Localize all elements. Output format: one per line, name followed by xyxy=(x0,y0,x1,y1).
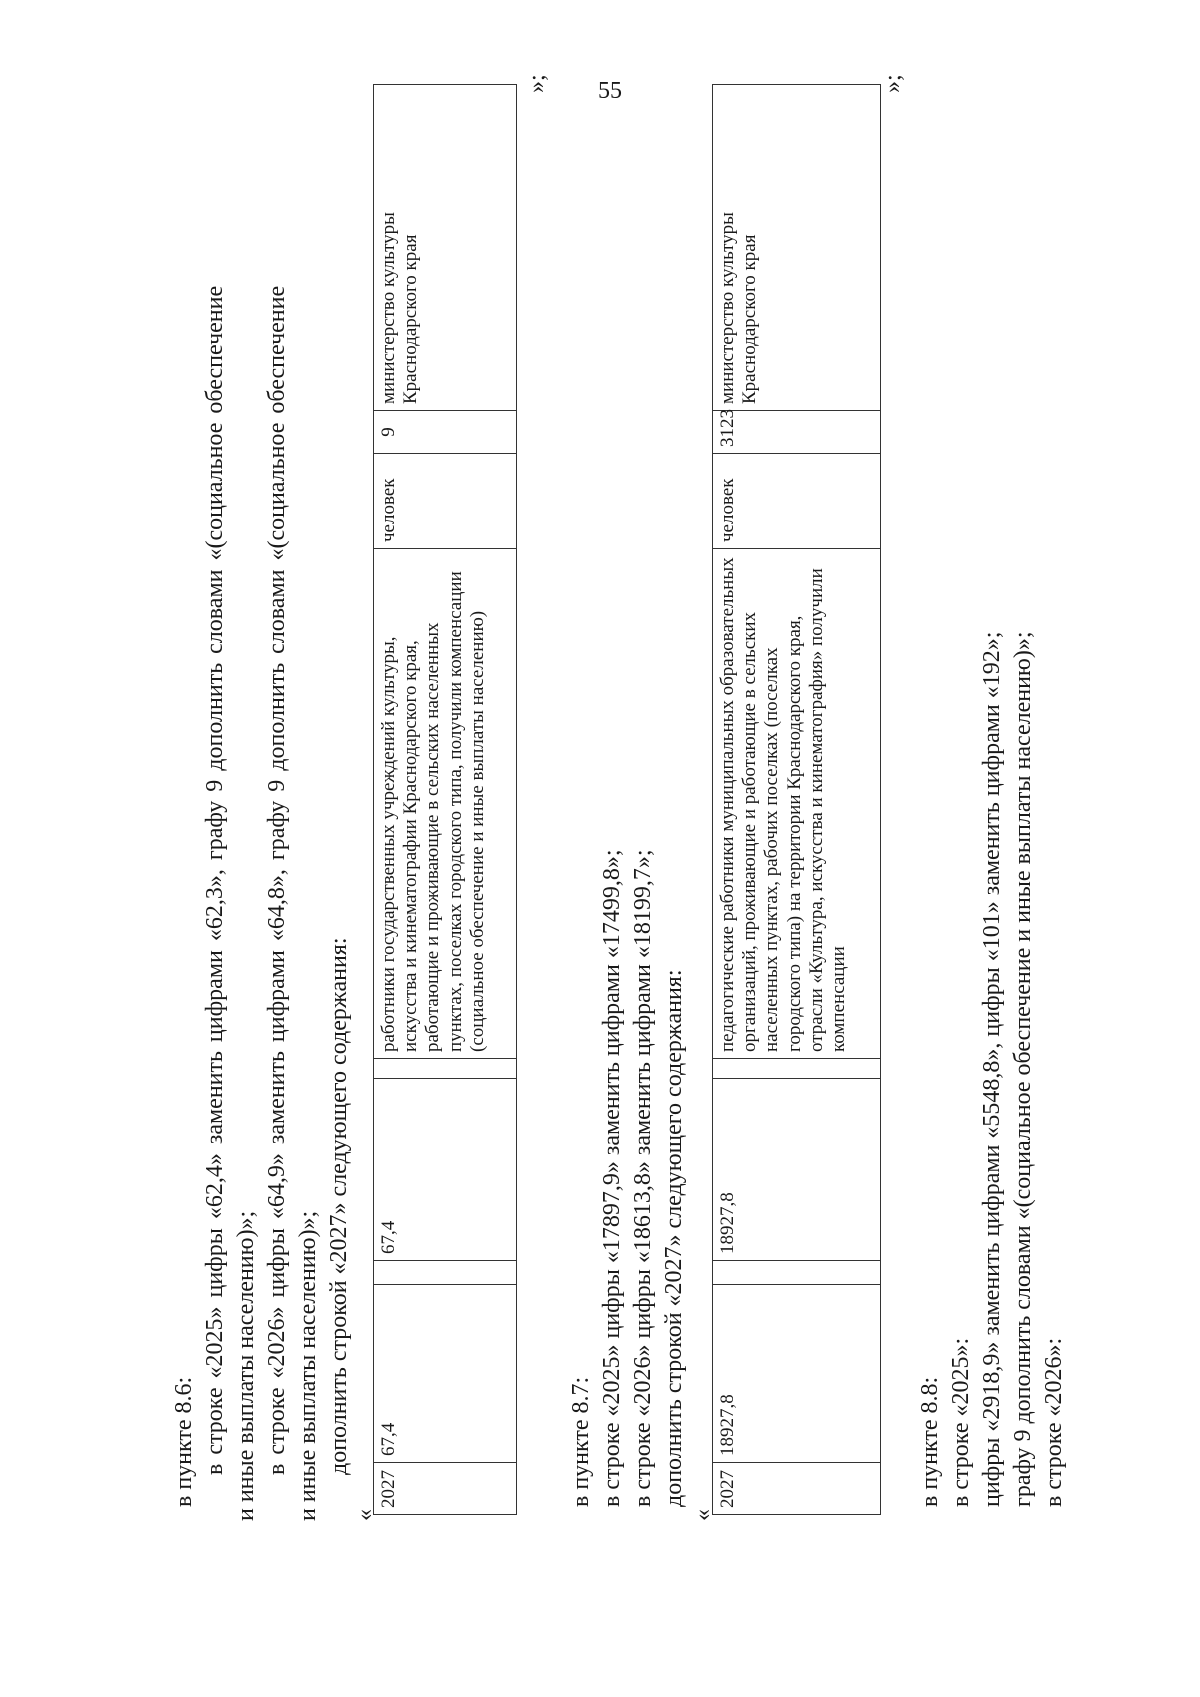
p86-close-quote: »; xyxy=(524,74,550,93)
p86-open-quote: « xyxy=(352,1509,378,1521)
p86-count-cell: 9 xyxy=(374,411,517,454)
p86-empty-cell xyxy=(374,1059,517,1079)
p86-executor-cell: министерство культуры Краснодарского края xyxy=(374,85,517,411)
p86-line-5: дополнить строкой «2027» следующего содержания: xyxy=(326,937,352,1475)
p87-value-2-cell: 18927,8 xyxy=(713,1079,881,1261)
p86-line-2: и иные выплаты населению)»; xyxy=(233,1210,259,1521)
p87-empty-cell xyxy=(713,1059,881,1079)
p86-table-row xyxy=(374,85,517,1515)
p88-heading: в пункте 8.8: xyxy=(917,1376,943,1507)
p87-empty-cell xyxy=(713,1261,881,1285)
p87-indicator-cell: педагогические работники муниципальных образовательных организаций, проживающие и работающие в сельских населенных пунктах, рабочих поселках (поселках городского типа) на территории Краснодарского края, отрасли «Культура, искусства и кинематография» получили компенсации xyxy=(713,549,881,1059)
p87-count-cell: 3123 xyxy=(713,411,881,454)
page-number: 55 xyxy=(598,78,622,104)
p87-line-1: в строке «2025» цифры «17897,9» заменить цифрами «17499,8»; xyxy=(599,849,625,1507)
p86-line-4: и иные выплаты населению)»; xyxy=(295,1210,321,1521)
p88-line-1: в строке «2025»: xyxy=(948,1337,974,1507)
p86-heading: в пункте 8.6: xyxy=(171,1376,197,1507)
p86-table xyxy=(373,84,517,1515)
p88-line-2: цифры «2918,9» заменить цифрами «5548,8», цифры «101» заменить цифрами «192»; xyxy=(979,631,1005,1507)
p87-table-row xyxy=(713,85,881,1515)
p87-line-2: в строке «2026» цифры «18613,8» заменить цифрами «18199,7»; xyxy=(630,849,656,1507)
p86-line-1: в строке «2025» цифры «62,4» заменить цифрами «62,3», графу 9 дополнить словами «(социальное обеспечение xyxy=(202,285,228,1475)
p86-line-3: в строке «2026» цифры «64,9» заменить цифрами «64,8», графу 9 дополнить словами «(социальное обеспечение xyxy=(264,285,290,1475)
p87-table xyxy=(712,84,881,1515)
p86-value-2-cell: 67,4 xyxy=(374,1079,517,1261)
p87-close-quote: »; xyxy=(880,74,906,93)
p87-executor-cell: министерство культуры Краснодарского края xyxy=(713,85,881,411)
p87-year-cell: 2027 xyxy=(713,1463,881,1515)
p87-unit-cell: человек xyxy=(713,454,881,549)
p88-line-3: графу 9 дополнить словами «(социальное обеспечение и иные выплаты населению)»; xyxy=(1010,631,1036,1507)
p87-heading: в пункте 8.7: xyxy=(568,1376,594,1507)
p86-value-1-cell: 67,4 xyxy=(374,1285,517,1463)
p86-unit-cell: человек xyxy=(374,454,517,549)
p87-line-3: дополнить строкой «2027» следующего содержания: xyxy=(661,969,687,1507)
p86-indicator-cell: работники государственных учреждений культуры, искусства и кинематографии Краснодарского края, работающие и проживающие в сельских населенных пунктах, поселках городского типа, получили компенсации (социальное обеспечение и иные выплаты населению) xyxy=(374,549,517,1059)
p86-year-cell: 2027 xyxy=(374,1463,517,1515)
p87-value-1-cell: 18927,8 xyxy=(713,1285,881,1463)
p87-open-quote: « xyxy=(690,1509,716,1521)
p86-empty-cell xyxy=(374,1261,517,1285)
p88-line-4: в строке «2026»: xyxy=(1041,1337,1067,1507)
